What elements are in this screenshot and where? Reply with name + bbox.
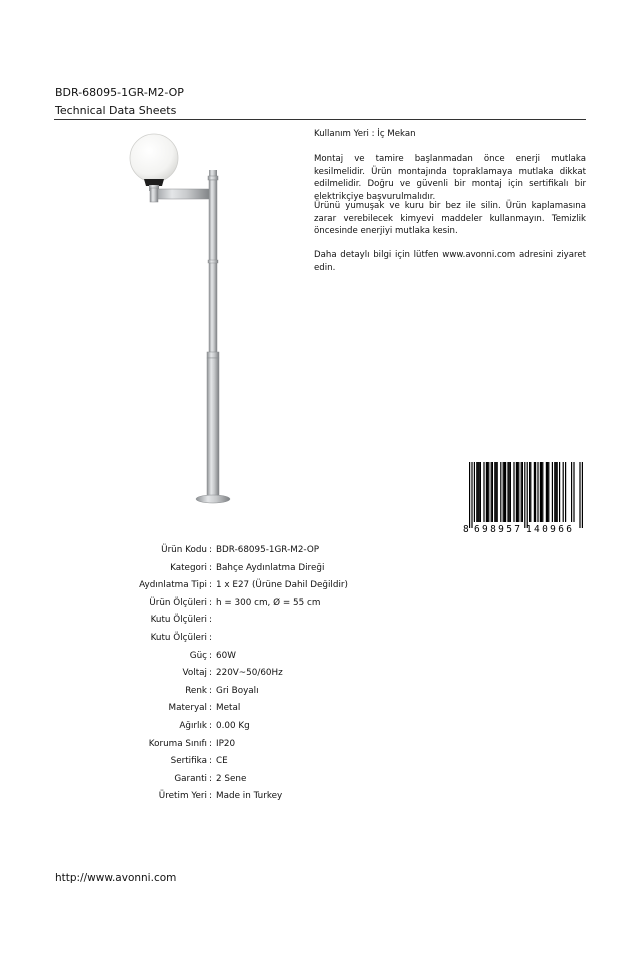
safety-paragraph: Montaj ve tamire başlanmadan önce enerji mutlaka kesilmelidir. Ürün montajında topraklamaya mutlaka dikkat edilmelidir. Doğru ve güvenli bir montaj için sertifikalı bir elektrikçiye başvurulmalıdır. [314,154,586,202]
spec-row [0,545,640,561]
barcode-bar [483,462,484,522]
barcode-bar [573,462,574,522]
barcode-bar [535,462,536,522]
spec-row [0,580,640,596]
usage-location: Kullanım Yeri : İç Mekan [314,129,416,139]
spec-label: Ürün Ölçüleri [149,597,207,608]
spec-label: Materyal [168,703,207,714]
barcode-bar [497,462,498,522]
spec-colon: : [209,633,212,643]
spec-label: Güç [189,650,207,661]
spec-colon: : [209,756,212,767]
spec-label: Ürün Kodu [161,545,207,555]
header-divider [54,119,586,120]
spec-row [0,668,640,684]
spec-row [0,739,640,755]
spec-colon: : [209,791,212,802]
spec-row [0,598,640,614]
barcode-bar [492,462,493,522]
barcode-bar [552,462,553,522]
spec-row [0,703,640,719]
spec-row [0,633,640,649]
barcode-bar [513,462,514,522]
barcode-bar [559,462,560,522]
lamp-arm [151,189,211,199]
barcode-bar [582,462,583,528]
barcode-bar [540,462,541,522]
spec-colon: : [209,562,212,573]
info-paragraph: Daha detaylı bilgi için lütfen www.avonni.com adresini ziyaret edin. [314,250,586,273]
spec-colon: : [209,668,212,679]
barcode-bar [571,462,572,522]
lower-pole [207,358,219,496]
spec-value: 60W [216,650,236,661]
spec-row [0,721,640,737]
barcode-image [460,462,584,534]
barcode-digit-first: 8 [463,524,469,534]
spec-colon: : [209,721,212,731]
cleaning-paragraph: Ürünü yumuşak ve kuru bir bez ile silin. Ürün kaplamasına zarar verebilecek kimyevi maddeler kullanmayın. Temizlik öncesinde enerjiyi mutlaka kesin. [314,201,586,237]
spec-value: 220V~50/60Hz [216,668,283,679]
pole-base [196,495,230,503]
barcode-bar [510,462,511,522]
spec-value: Gri Boyalı [216,685,259,696]
spec-colon: : [209,773,212,784]
barcode-bar [529,462,530,522]
barcode-bar [547,462,548,522]
spec-colon: : [209,738,212,749]
barcode-bar [505,462,506,522]
barcode-bar [565,462,566,522]
barcode-bar [479,462,480,522]
spec-row [0,791,640,807]
barcode-bar [548,462,549,522]
barcode-bar [524,462,525,528]
spec-colon: : [209,597,212,608]
spec-label: Kutu Ölçüleri [150,615,207,626]
barcode-bar [476,462,477,522]
barcode-bar [537,462,538,522]
spec-colon: : [209,685,212,696]
barcode-bar [488,462,489,522]
spec-label: Kategori [170,562,207,573]
spec-colon: : [209,703,212,714]
upper-pole [209,180,217,355]
spec-row [0,686,640,702]
spec-value: BDR-68095-1GR-M2-OP [216,545,320,555]
barcode-bar [563,462,564,522]
footer-url[interactable]: http://www.avonni.com [55,872,177,884]
globe-holder [144,179,164,186]
spec-colon: : [209,650,212,661]
spec-row [0,756,640,772]
header-subtitle: Technical Data Sheets [55,104,177,117]
barcode-bar [516,462,517,522]
barcode-bar [471,462,472,528]
barcode-bar [507,462,508,522]
spec-label: Garanti [174,773,207,784]
spec-label: Sertifika [170,756,207,767]
barcode-digits-right: 140966 [526,524,572,534]
spec-label: Renk [185,685,207,696]
barcode-bar [474,462,475,522]
garden-lamp-post-image [120,130,250,510]
spec-value: IP20 [216,738,236,749]
spec-label: Kutu Ölçüleri [150,633,207,643]
barcode-bar [480,462,481,522]
barcode-bar [579,462,580,528]
spec-label: Ağırlık [179,721,207,731]
spec-label: Koruma Sınıfı [148,738,207,749]
barcode-bar [495,462,496,522]
barcode-bar [486,462,487,522]
barcode-bar [504,462,505,522]
spec-row [0,774,640,790]
spec-label: Voltaj [182,668,207,679]
barcode-bar [518,462,519,522]
barcode-bar [509,462,510,522]
spec-value: h = 300 cm, Ø = 55 cm [216,597,321,608]
barcode-bar [477,462,478,522]
spec-colon: : [209,615,212,626]
spec-label: Üretim Yeri [158,791,207,802]
barcode-bar [546,462,547,522]
barcode-bar [534,462,535,522]
spec-value: Made in Turkey [216,791,283,802]
barcode-bar [521,462,522,522]
barcode-bar [491,462,492,522]
spec-value: 1 x E27 (Ürüne Dahil Değildir) [216,580,348,591]
spec-row [0,615,640,631]
barcode-bar [500,462,501,522]
spec-value: CE [216,756,228,767]
spec-value: 0.00 Kg [216,721,250,731]
barcode-bar [469,462,470,528]
spec-colon: : [209,580,212,591]
barcode-digits-left: 698957 [474,524,520,534]
spec-value: Metal [216,703,241,714]
lamp-globe [130,134,178,182]
barcode-bar [527,462,528,528]
header-product-code: BDR-68095-1GR-M2-OP [55,86,184,99]
barcode-bar [522,462,523,522]
spec-row [0,563,640,579]
spec-value: Bahçe Aydınlatma Direği [216,562,325,573]
barcode-bar [503,462,504,522]
barcode-bar [530,462,531,522]
barcode-bar [542,462,543,522]
barcode-bar [555,462,556,522]
barcode-bar [494,462,495,522]
spec-colon: : [209,545,212,555]
barcode-bar [554,462,555,522]
spec-value: 2 Sene [216,773,247,784]
barcode-bar [541,462,542,522]
spec-row [0,651,640,667]
barcode-bar [557,462,558,522]
barcode-bar [487,462,488,522]
spec-label: Aydınlatma Tipi [139,580,207,591]
barcode-bar [517,462,518,522]
